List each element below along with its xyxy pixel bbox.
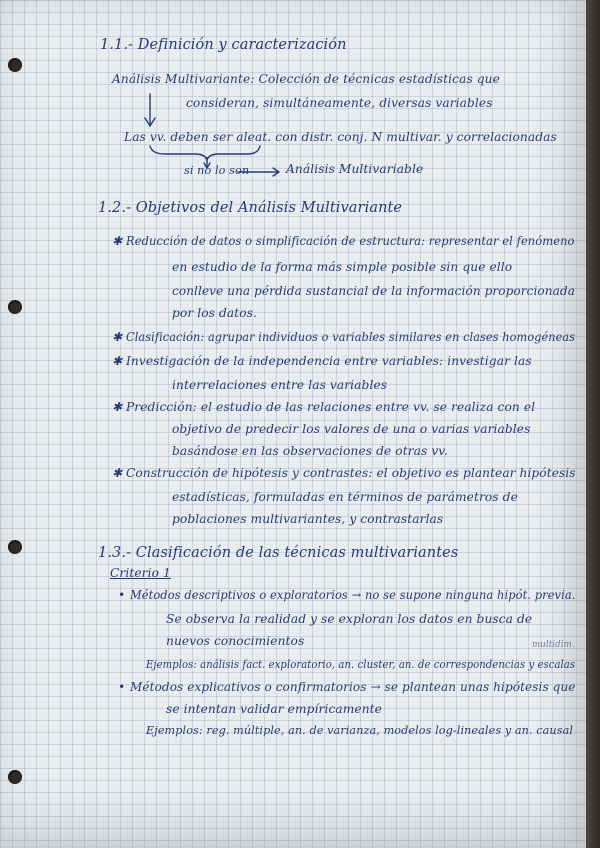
brace — [150, 146, 260, 160]
definition-line-2: consideran, simultáneamente, diversas variables — [186, 96, 493, 110]
method-1-examples: Ejemplos: análisis fact. exploratorio, an. cluster, an. de correspondencias y escalas — [146, 658, 576, 671]
method-2-examples: Ejemplos: reg. múltiple, an. de varianza, modelos log-lineales y an. causal — [146, 724, 574, 737]
method-2-line-1: Métodos explicativos o confirmatorios → se plantean unas hipótesis que — [130, 680, 576, 694]
objective-5-line-2: estadísticas, formuladas en términos de parámetros de — [172, 490, 518, 504]
objective-2-line-1: Clasificación: agrupar individuos o variables similares en clases homogéneas — [126, 330, 576, 344]
method-bullet: • — [118, 588, 126, 602]
objective-5-line-1: Construcción de hipótesis y contrastes: el objetivo es plantear hipótesis — [126, 466, 576, 480]
objective-bullet: ✱ — [112, 234, 123, 248]
objective-1-line-1: Reducción de datos o simplificación de estructura: representar el fenómeno — [126, 234, 575, 248]
objective-1-line-2: en estudio de la forma más simple posible sin que ello — [172, 260, 513, 274]
else-condition: si no lo son — [184, 164, 250, 177]
method-2-line-2: se intentan validar empíricamente — [166, 702, 382, 716]
objective-1-line-4: por los datos. — [172, 306, 258, 320]
method-1-line-1: Métodos descriptivos o exploratorios → no se supone ninguna hipót. previa. — [130, 588, 576, 602]
objective-4-line-3: basándose en las observaciones de otras vv. — [172, 444, 448, 458]
objective-5-line-3: poblaciones multivariantes, y contrastarlas — [172, 512, 444, 526]
variables-condition: Las vv. deben ser aleat. con distr. conj. N multivar. y correlacionadas — [124, 130, 557, 144]
else-result: Análisis Multivariable — [286, 162, 424, 176]
objective-1-line-3: conlleve una pérdida sustancial de la información proporcionada — [172, 284, 575, 298]
margin-note: multidim. — [532, 640, 575, 650]
objective-bullet: ✱ — [112, 466, 123, 480]
method-1-line-2: Se observa la realidad y se exploran los datos en busca de — [166, 612, 533, 626]
section-heading-1-1: 1.1.- Definición y caracterización — [100, 37, 347, 53]
objective-bullet: ✱ — [112, 354, 123, 368]
section-heading-1-2: 1.2.- Objetivos del Análisis Multivariante — [98, 200, 403, 216]
page-edge-shadow — [586, 0, 600, 848]
method-1-line-3: nuevos conocimientos — [166, 634, 305, 648]
objective-3-line-1: Investigación de la independencia entre variables: investigar las — [126, 354, 532, 368]
method-bullet: • — [118, 680, 126, 694]
criterion-label: Criterio 1 — [110, 566, 171, 580]
objective-3-line-2: interrelaciones entre las variables — [172, 378, 388, 392]
objective-4-line-2: objetivo de predecir los valores de una o varias variables — [172, 422, 531, 436]
objective-bullet: ✱ — [112, 400, 123, 414]
objective-bullet: ✱ — [112, 330, 123, 344]
definition-line-1: Análisis Multivariante: Colección de técnicas estadísticas que — [112, 72, 500, 86]
objective-4-line-1: Predicción: el estudio de las relaciones entre vv. se realiza con el — [126, 400, 536, 414]
section-heading-1-3: 1.3.- Clasificación de las técnicas multivariantes — [98, 545, 459, 561]
